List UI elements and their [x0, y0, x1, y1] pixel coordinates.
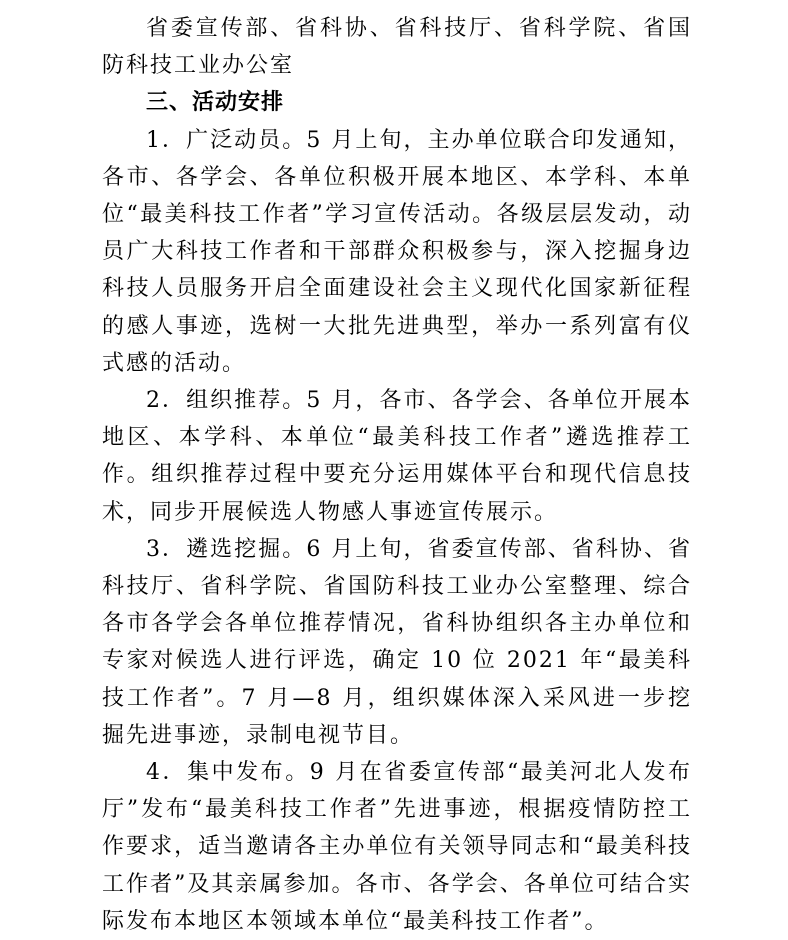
- intro-paragraph: 省委宣传部、省科协、省科技厅、省科学院、省国防科技工业办公室: [102, 16, 692, 79]
- item-paragraph-4: 4．集中发布。9 月在省委宣传部“最美河北人发布厅”发布“最美科技工作者”先进事迹，根据疫情防控工作要求，适当邀请各主办单位有关领导同志和“最美科技工作者”及其亲属参加。各市、各学会、各单位可结合实际发布本地区本领域本单位“最美科技工作者”。: [102, 760, 692, 934]
- item-paragraph-3: 3．遴选挖掘。6 月上旬，省委宣传部、省科协、省科技厅、省科学院、省国防科技工业办公室整理、综合各市各学会各单位推荐情况，省科协组织各主办单位和专家对候选人进行评选，确定 10 位 2021 年“最美科技工作者”。7 月—8 月，组织媒体深入采风进一步挖掘先进事迹，录制电视节目。: [102, 536, 692, 748]
- item-paragraph-1: 1．广泛动员。5 月上旬，主办单位联合印发通知，各市、各学会、各单位积极开展本地区、本学科、本单位“最美科技工作者”学习宣传活动。各级层层发动，动员广大科技工作者和干部群众积极参与，深入挖掘身边科技人员服务开启全面建设社会主义现代化国家新征程的感人事迹，选树一大批先进典型，举办一系列富有仪式感的活动。: [102, 127, 692, 376]
- section-heading: 三、活动安排: [146, 90, 285, 116]
- item-paragraph-2: 2．组织推荐。5 月，各市、各学会、各单位开展本地区、本学科、本单位“最美科技工作者”遴选推荐工作。组织推荐过程中要充分运用媒体平台和现代信息技术，同步开展候选人物感人事迹宣传展示。: [102, 388, 692, 525]
